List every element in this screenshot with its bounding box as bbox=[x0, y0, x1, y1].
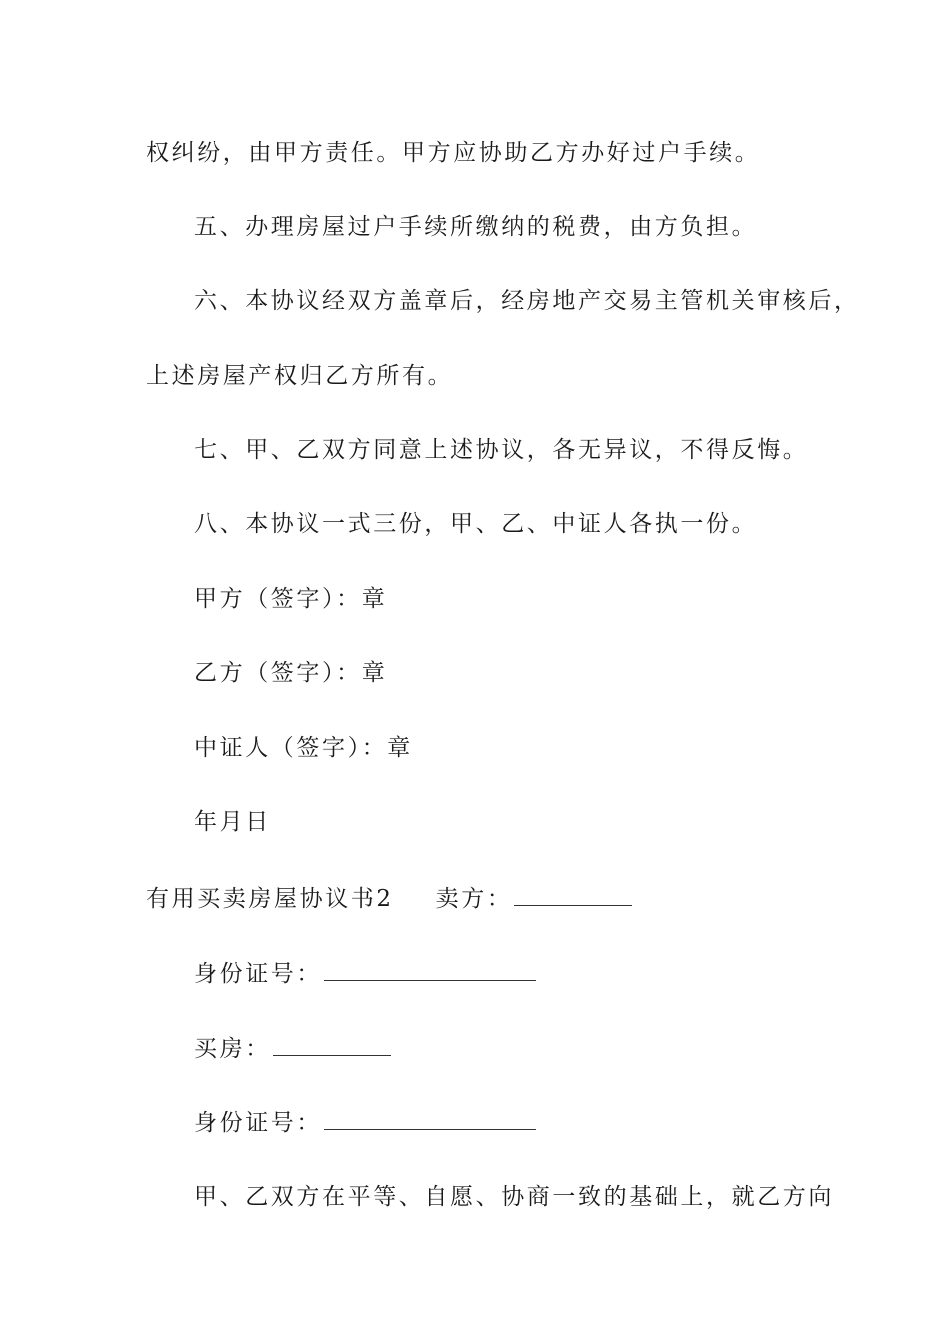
buyer-label: 买房： bbox=[194, 1036, 271, 1062]
seller-id-line bbox=[194, 958, 536, 989]
second-agreement-heading bbox=[146, 883, 632, 914]
party-b-signature: 乙方（签字）：章 bbox=[194, 660, 388, 686]
clause-six: 六、本协议经双方盖章后，经房地产交易主管机关审核后， bbox=[194, 288, 860, 314]
paragraph-line: 权纠纷，由甲方责任。甲方应协助乙方办好过户手续。 bbox=[146, 140, 761, 166]
witness-signature: 中证人（签字）：章 bbox=[194, 735, 413, 761]
clause-eight: 八、本协议一式三份，甲、乙、中证人各执一份。 bbox=[194, 511, 758, 537]
buyer-id-line bbox=[194, 1107, 536, 1138]
clause-seven: 七、甲、乙双方同意上述协议，各无异议，不得反悔。 bbox=[194, 437, 809, 463]
agreement-title: 有用买卖房屋协议书2 bbox=[146, 886, 394, 912]
date-line: 年月日 bbox=[194, 809, 271, 835]
buyer-line bbox=[194, 1033, 391, 1064]
seller-blank bbox=[514, 883, 632, 906]
seller-id-label: 身份证号： bbox=[194, 961, 322, 987]
buyer-id-blank bbox=[324, 1107, 536, 1130]
agreement-intro: 甲、乙双方在平等、自愿、协商一致的基础上，就乙方向 bbox=[194, 1184, 834, 1210]
seller-id-blank bbox=[324, 958, 536, 981]
clause-six-continued: 上述房屋产权归乙方所有。 bbox=[146, 363, 454, 389]
clause-five: 五、办理房屋过户手续所缴纳的税费，由方负担。 bbox=[194, 214, 758, 240]
buyer-id-label: 身份证号： bbox=[194, 1110, 322, 1136]
seller-label: 卖方： bbox=[435, 886, 513, 912]
party-a-signature: 甲方（签字）：章 bbox=[194, 586, 388, 612]
buyer-blank bbox=[273, 1033, 391, 1056]
